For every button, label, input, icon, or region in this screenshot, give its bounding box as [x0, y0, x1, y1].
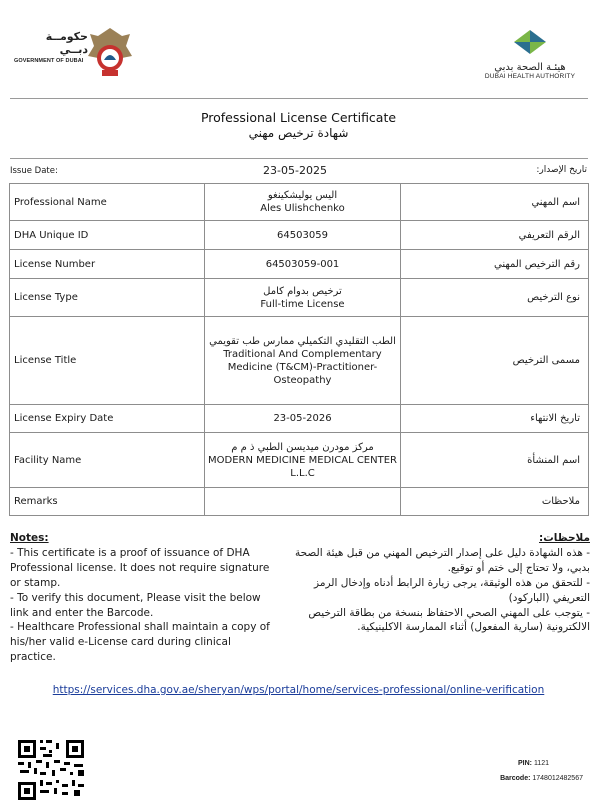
note-ar-item: - يتوجب على المهني الصحي الاحتفاظ بنسخة من بطاقة الترخيص الالكترونية (سارية المفعول) أثناء الممارسة الاكلينيكية. [308, 606, 590, 634]
certificate-title-ar: شهادة ترخيص مهني [248, 126, 349, 140]
label-en: DHA Unique ID [10, 221, 205, 250]
issue-date-label-ar: تاريخ الإصدار: [536, 165, 587, 175]
header-divider [10, 98, 588, 99]
verification-link[interactable]: https://services.dha.gov.ae/sheryan/wps/portal/home/services-professional/online-verification [52, 684, 545, 696]
row-license-number [10, 250, 589, 279]
notes-ar [292, 531, 590, 635]
value-ar: ترخيص بدوام كامل [263, 285, 342, 297]
pin [518, 760, 549, 767]
label-en: Facility Name [10, 433, 205, 488]
label-ar: تاريخ الانتهاء [401, 405, 589, 433]
label-en: License Title [10, 317, 205, 405]
value-en: 23-05-2026 [273, 413, 332, 424]
qr-code-icon [16, 738, 86, 800]
dha-logo-mark-icon [510, 28, 550, 56]
gov-name-en: GOVERNMENT OF DUBAI [14, 58, 84, 64]
dha-name-en: DUBAI HEALTH AUTHORITY [484, 73, 576, 80]
row-dha-unique-id [10, 221, 589, 250]
issue-date-label-en: Issue Date: [10, 166, 58, 176]
title-divider [10, 158, 588, 159]
row-license-type [10, 279, 589, 317]
value-cell [205, 250, 401, 279]
row-facility-name [10, 433, 589, 488]
dha-name-ar: هيئـة الصحة بدبي [494, 62, 566, 73]
value-ar: اليس يوليشكينغو [267, 190, 338, 201]
label-en: Professional Name [10, 184, 205, 221]
note-en-item: - Healthcare Professional shall maintain a copy of his/her valid e-License card during clinical practice. [10, 621, 270, 664]
label-ar: اسم المنشأة [401, 433, 589, 488]
note-en-item: - To verify this document, Please visit the below link and enter the Barcode. [10, 591, 261, 619]
value-ar: الطب التقليدي التكميلي ممارس طب تقويمي [209, 335, 396, 347]
value-en: Traditional And Complementary Medicine (T&CM)-Practitioner-Osteopathy [223, 348, 382, 386]
label-en: Remarks [10, 488, 205, 516]
label-en: License Type [10, 279, 205, 317]
value-cell [205, 405, 401, 433]
label-ar: الرقم التعريفي [401, 221, 589, 250]
government-of-dubai-logo [14, 30, 94, 64]
barcode [500, 775, 583, 782]
certificate-title-en: Professional License Certificate [200, 110, 397, 125]
label-ar: رقم الترخيص المهني [401, 250, 589, 279]
notes-title-en: Notes: [10, 532, 49, 544]
gov-name-ar: حكومــة دبــي [45, 30, 88, 56]
barcode-label: Barcode: [500, 775, 531, 782]
label-ar: اسم المهني [401, 184, 589, 221]
label-ar: مسمى الترخيص [401, 317, 589, 405]
label-ar: ملاحظات [401, 488, 589, 516]
value-cell [205, 317, 401, 405]
row-license-expiry-date [10, 405, 589, 433]
row-license-title [10, 317, 589, 405]
row-professional-name [10, 184, 589, 221]
label-en: License Expiry Date [10, 405, 205, 433]
dubai-emblem-icon [84, 26, 136, 80]
label-en: License Number [10, 250, 205, 279]
pin-value: 1121 [533, 760, 549, 767]
note-ar-item: - للتحقق من هذه الوثيقة، يرجى زيارة الرابط أدناه وإدخال الرمز التعريفي (الباركود) [314, 576, 590, 604]
label-ar: نوع الترخيص [401, 279, 589, 317]
value-en: 64503059 [277, 229, 328, 241]
value-en: 64503059-001 [265, 258, 340, 270]
value-cell [205, 221, 401, 250]
value-cell [205, 433, 401, 488]
value-ar: مركز مودرن ميديسن الطبي ذ م م [231, 441, 374, 453]
notes-en [10, 531, 272, 665]
barcode-value: 1748012482567 [532, 775, 583, 782]
value-cell [205, 488, 401, 516]
issue-date-value: 23-05-2025 [263, 164, 327, 177]
pin-label: PIN: [517, 760, 532, 767]
note-en-item: - This certificate is a proof of issuance of DHA Professional license. It does not require signature or stamp. [10, 546, 270, 589]
notes-title-ar: ملاحظات: [539, 532, 590, 544]
value-en: MODERN MEDICINE MEDICAL CENTER L.L.C [208, 454, 397, 479]
license-details-table [9, 183, 589, 516]
value-en: Ales Ulishchenko [260, 203, 345, 214]
row-remarks [10, 488, 589, 516]
value-cell [205, 279, 401, 317]
value-en: Full-time License [260, 298, 345, 310]
note-ar-item: - هذه الشهادة دليل على إصدار الترخيص المهني من قبل هيئة الصحة بدبي، ولا تحتاج إلى ختم أو توقيع. [294, 546, 590, 574]
value-cell [205, 184, 401, 221]
dha-logo [470, 28, 590, 80]
